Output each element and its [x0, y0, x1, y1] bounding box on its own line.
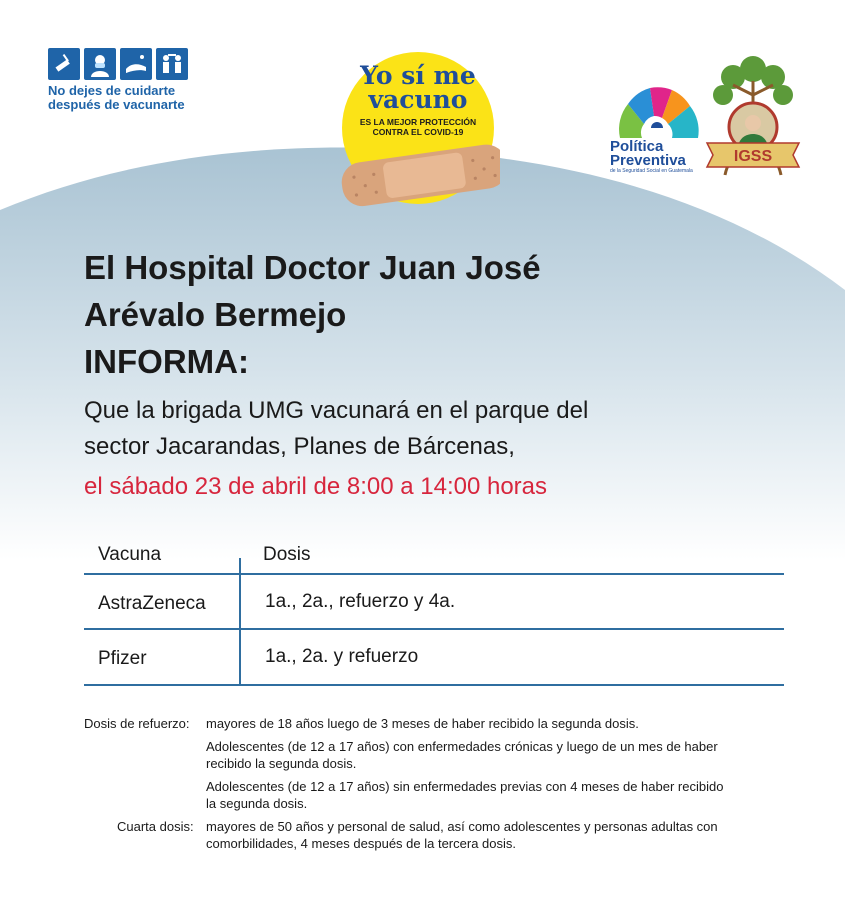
mask-icon	[84, 48, 116, 80]
table-cell-vacuna: Pfizer	[98, 648, 147, 669]
table-cell-dosis: 1a., 2a. y refuerzo	[265, 646, 419, 667]
politica-line: Política	[610, 138, 664, 155]
announcement-line: sector Jacarandas, Planes de Bárcenas,	[84, 433, 515, 460]
note-cuarta: comorbilidades, 4 meses después de la tercera dosis.	[206, 836, 516, 851]
badge-title-line: vacuno	[368, 85, 468, 114]
care-caption	[48, 84, 228, 112]
table-cell-dosis: 1a., 2a., refuerzo y 4a.	[265, 591, 456, 612]
table-divider	[84, 628, 784, 630]
note-refuerzo-label: Dosis de refuerzo:	[84, 716, 190, 731]
politica-preventiva-logo	[610, 80, 700, 142]
table-cell-vacuna: AstraZeneca	[98, 593, 206, 614]
care-caption-line: No dejes de cuidarte	[48, 83, 176, 98]
table-header-vacuna: Vacuna	[98, 544, 162, 565]
syringe-icon	[48, 48, 80, 80]
badge-subtitle	[345, 117, 491, 137]
headline-line: Arévalo Bermejo	[84, 296, 347, 333]
announcement-text	[84, 393, 784, 465]
badge-subtitle-line: ES LA MEJOR PROTECCIÓN	[359, 117, 477, 127]
igss-logo	[703, 55, 803, 185]
table-divider	[84, 573, 784, 575]
headline-line: El Hospital Doctor Juan José	[84, 249, 541, 286]
distance-icon	[156, 48, 188, 80]
note-cuarta: mayores de 50 años y personal de salud, así como adolescentes y personas adultas con	[206, 819, 718, 834]
headline	[84, 244, 724, 385]
note-cuarta-label: Cuarta dosis:	[117, 819, 194, 834]
care-caption-line: después de vacunarte	[48, 97, 185, 112]
preventiva-line: Preventiva	[610, 152, 686, 169]
note-refuerzo-2: recibido la segunda dosis.	[206, 756, 357, 771]
note-refuerzo-2: Adolescentes (de 12 a 17 años) con enfermedades crónicas y luego de un mes de haber	[206, 739, 718, 754]
badge-subtitle-line: CONTRA EL COVID-19	[372, 127, 464, 137]
note-refuerzo-1: mayores de 18 años luego de 3 meses de haber recibido la segunda dosis.	[206, 716, 639, 731]
prevention-icons	[48, 48, 188, 80]
badge-title	[340, 61, 496, 114]
date-line: el sábado 23 de abril de 8:00 a 14:00 horas	[84, 473, 548, 500]
politica-preventiva-subtitle: de la Seguridad Social en Guatemala	[610, 168, 693, 174]
announcement-line: Que la brigada UMG vacunará en el parque del	[84, 397, 589, 424]
table-column-divider	[239, 558, 241, 686]
igss-wordmark: IGSS	[733, 148, 773, 165]
handwash-icon	[120, 48, 152, 80]
table-divider	[84, 684, 784, 686]
note-refuerzo-3: Adolescentes (de 12 a 17 años) sin enfermedades previas con 4 meses de haber recibido	[206, 779, 724, 794]
note-refuerzo-3: la segunda dosis.	[206, 796, 308, 811]
headline-informa: INFORMA:	[84, 343, 249, 380]
table-header-dosis: Dosis	[263, 544, 311, 565]
badge-title-line: Yo sí me	[360, 61, 476, 90]
